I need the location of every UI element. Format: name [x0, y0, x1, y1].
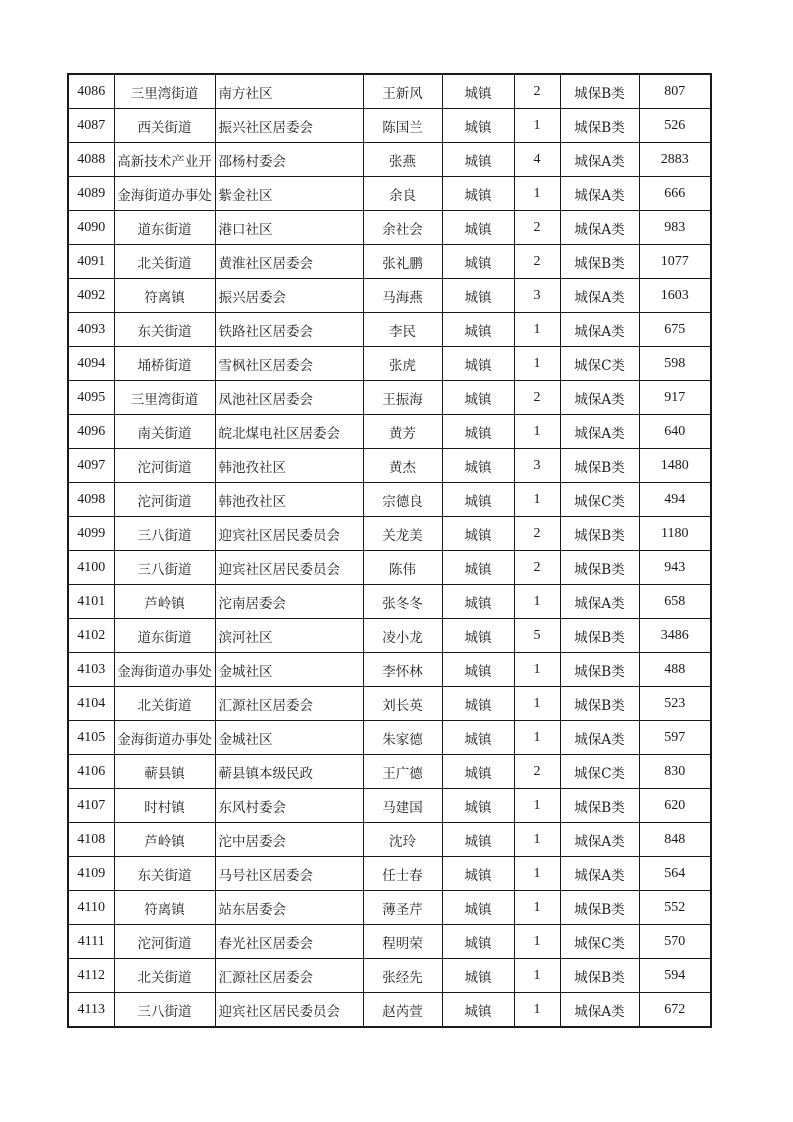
category-cell: 城保C类: [560, 347, 639, 381]
area-type-cell: 城镇: [442, 245, 514, 279]
name-cell: 陈国兰: [363, 109, 442, 143]
subdistrict-cell: 高新技术产业开: [114, 143, 215, 177]
category-cell: 城保B类: [560, 74, 639, 109]
row-number-cell: 4101: [68, 585, 114, 619]
household-size-cell: 1: [514, 823, 560, 857]
row-number-cell: 4105: [68, 721, 114, 755]
amount-cell: 666: [639, 177, 711, 211]
community-cell: 马号社区居委会: [215, 857, 363, 891]
table-row: [68, 143, 711, 177]
amount-cell: 494: [639, 483, 711, 517]
table-row: [68, 415, 711, 449]
name-cell: 程明荣: [363, 925, 442, 959]
subdistrict-cell: 符离镇: [114, 891, 215, 925]
name-cell: 李怀林: [363, 653, 442, 687]
area-type-cell: 城镇: [442, 653, 514, 687]
area-type-cell: 城镇: [442, 959, 514, 993]
amount-cell: 597: [639, 721, 711, 755]
subdistrict-cell: 北关街道: [114, 687, 215, 721]
community-cell: 东风村委会: [215, 789, 363, 823]
category-cell: 城保B类: [560, 517, 639, 551]
row-number-cell: 4110: [68, 891, 114, 925]
subdistrict-cell: 西关街道: [114, 109, 215, 143]
amount-cell: 830: [639, 755, 711, 789]
category-cell: 城保B类: [560, 449, 639, 483]
community-cell: 黄淮社区居委会: [215, 245, 363, 279]
row-number-cell: 4090: [68, 211, 114, 245]
table-row: [68, 245, 711, 279]
table-row: [68, 721, 711, 755]
row-number-cell: 4091: [68, 245, 114, 279]
community-cell: 汇源社区居委会: [215, 959, 363, 993]
amount-cell: 640: [639, 415, 711, 449]
subdistrict-cell: 道东街道: [114, 211, 215, 245]
community-cell: 邵杨村委会: [215, 143, 363, 177]
table-row: [68, 619, 711, 653]
name-cell: 薄圣芹: [363, 891, 442, 925]
area-type-cell: 城镇: [442, 517, 514, 551]
subdistrict-cell: 东关街道: [114, 313, 215, 347]
category-cell: 城保B类: [560, 653, 639, 687]
household-size-cell: 5: [514, 619, 560, 653]
row-number-cell: 4104: [68, 687, 114, 721]
category-cell: 城保B类: [560, 687, 639, 721]
table-row: [68, 347, 711, 381]
community-cell: 站东居委会: [215, 891, 363, 925]
area-type-cell: 城镇: [442, 449, 514, 483]
household-size-cell: 1: [514, 925, 560, 959]
community-cell: 沱中居委会: [215, 823, 363, 857]
row-number-cell: 4106: [68, 755, 114, 789]
area-type-cell: 城镇: [442, 313, 514, 347]
area-type-cell: 城镇: [442, 279, 514, 313]
area-type-cell: 城镇: [442, 381, 514, 415]
row-number-cell: 4107: [68, 789, 114, 823]
row-number-cell: 4112: [68, 959, 114, 993]
subdistrict-cell: 符离镇: [114, 279, 215, 313]
row-number-cell: 4098: [68, 483, 114, 517]
table-row: [68, 959, 711, 993]
subdistrict-cell: 蕲县镇: [114, 755, 215, 789]
amount-cell: 564: [639, 857, 711, 891]
area-type-cell: 城镇: [442, 347, 514, 381]
amount-cell: 983: [639, 211, 711, 245]
household-size-cell: 2: [514, 245, 560, 279]
household-size-cell: 1: [514, 857, 560, 891]
amount-cell: 552: [639, 891, 711, 925]
area-type-cell: 城镇: [442, 211, 514, 245]
name-cell: 张虎: [363, 347, 442, 381]
community-cell: 雪枫社区居委会: [215, 347, 363, 381]
area-type-cell: 城镇: [442, 109, 514, 143]
row-number-cell: 4093: [68, 313, 114, 347]
household-size-cell: 1: [514, 891, 560, 925]
category-cell: 城保B类: [560, 891, 639, 925]
household-size-cell: 1: [514, 721, 560, 755]
community-cell: 迎宾社区居民委员会: [215, 993, 363, 1028]
category-cell: 城保A类: [560, 313, 639, 347]
category-cell: 城保A类: [560, 721, 639, 755]
area-type-cell: 城镇: [442, 585, 514, 619]
name-cell: 沈玲: [363, 823, 442, 857]
area-type-cell: 城镇: [442, 891, 514, 925]
row-number-cell: 4097: [68, 449, 114, 483]
category-cell: 城保A类: [560, 415, 639, 449]
name-cell: 任士春: [363, 857, 442, 891]
household-size-cell: 4: [514, 143, 560, 177]
row-number-cell: 4087: [68, 109, 114, 143]
subdistrict-cell: 三八街道: [114, 517, 215, 551]
category-cell: 城保C类: [560, 755, 639, 789]
table-row: [68, 483, 711, 517]
area-type-cell: 城镇: [442, 74, 514, 109]
row-number-cell: 4096: [68, 415, 114, 449]
name-cell: 张冬冬: [363, 585, 442, 619]
community-cell: 沱南居委会: [215, 585, 363, 619]
row-number-cell: 4111: [68, 925, 114, 959]
table-row: [68, 687, 711, 721]
name-cell: 陈伟: [363, 551, 442, 585]
community-cell: 韩池孜社区: [215, 449, 363, 483]
row-number-cell: 4088: [68, 143, 114, 177]
name-cell: 张经先: [363, 959, 442, 993]
name-cell: 朱家德: [363, 721, 442, 755]
row-number-cell: 4089: [68, 177, 114, 211]
household-size-cell: 1: [514, 653, 560, 687]
community-cell: 南方社区: [215, 74, 363, 109]
table-row: [68, 789, 711, 823]
row-number-cell: 4099: [68, 517, 114, 551]
subdistrict-cell: 沱河街道: [114, 925, 215, 959]
subdistrict-cell: 南关街道: [114, 415, 215, 449]
household-size-cell: 3: [514, 449, 560, 483]
area-type-cell: 城镇: [442, 823, 514, 857]
community-cell: 凤池社区居委会: [215, 381, 363, 415]
area-type-cell: 城镇: [442, 857, 514, 891]
category-cell: 城保A类: [560, 177, 639, 211]
row-number-cell: 4092: [68, 279, 114, 313]
subdistrict-cell: 时村镇: [114, 789, 215, 823]
row-number-cell: 4095: [68, 381, 114, 415]
area-type-cell: 城镇: [442, 619, 514, 653]
name-cell: 余社会: [363, 211, 442, 245]
table-row: [68, 109, 711, 143]
amount-cell: 1603: [639, 279, 711, 313]
table-row: [68, 381, 711, 415]
household-size-cell: 1: [514, 585, 560, 619]
amount-cell: 807: [639, 74, 711, 109]
table-row: [68, 823, 711, 857]
name-cell: 马海燕: [363, 279, 442, 313]
row-number-cell: 4094: [68, 347, 114, 381]
category-cell: 城保C类: [560, 483, 639, 517]
table-row: [68, 551, 711, 585]
subdistrict-cell: 芦岭镇: [114, 823, 215, 857]
amount-cell: 3486: [639, 619, 711, 653]
household-size-cell: 3: [514, 279, 560, 313]
roster-table: [67, 73, 712, 1028]
household-size-cell: 1: [514, 109, 560, 143]
amount-cell: 672: [639, 993, 711, 1028]
amount-cell: 570: [639, 925, 711, 959]
category-cell: 城保A类: [560, 381, 639, 415]
community-cell: 滨河社区: [215, 619, 363, 653]
row-number-cell: 4086: [68, 74, 114, 109]
table-row: [68, 449, 711, 483]
amount-cell: 917: [639, 381, 711, 415]
community-cell: 港口社区: [215, 211, 363, 245]
community-cell: 蕲县镇本级民政: [215, 755, 363, 789]
subdistrict-cell: 金海街道办事处: [114, 721, 215, 755]
amount-cell: 523: [639, 687, 711, 721]
community-cell: 金城社区: [215, 721, 363, 755]
table-row: [68, 585, 711, 619]
amount-cell: 675: [639, 313, 711, 347]
household-size-cell: 2: [514, 517, 560, 551]
household-size-cell: 1: [514, 993, 560, 1028]
table-row: [68, 313, 711, 347]
row-number-cell: 4109: [68, 857, 114, 891]
row-number-cell: 4113: [68, 993, 114, 1028]
table-row: [68, 857, 711, 891]
household-size-cell: 2: [514, 74, 560, 109]
subdistrict-cell: 三里湾街道: [114, 381, 215, 415]
community-cell: 迎宾社区居民委员会: [215, 551, 363, 585]
subdistrict-cell: 东关街道: [114, 857, 215, 891]
table-row: [68, 755, 711, 789]
community-cell: 金城社区: [215, 653, 363, 687]
area-type-cell: 城镇: [442, 755, 514, 789]
row-number-cell: 4108: [68, 823, 114, 857]
name-cell: 王振海: [363, 381, 442, 415]
household-size-cell: 1: [514, 313, 560, 347]
household-size-cell: 1: [514, 415, 560, 449]
community-cell: 皖北煤电社区居委会: [215, 415, 363, 449]
category-cell: 城保A类: [560, 279, 639, 313]
category-cell: 城保A类: [560, 823, 639, 857]
name-cell: 凌小龙: [363, 619, 442, 653]
name-cell: 宗德良: [363, 483, 442, 517]
subdistrict-cell: 三八街道: [114, 993, 215, 1028]
table-row: [68, 177, 711, 211]
subdistrict-cell: 金海街道办事处: [114, 653, 215, 687]
name-cell: 王广德: [363, 755, 442, 789]
table-row: [68, 74, 711, 109]
category-cell: 城保A类: [560, 585, 639, 619]
subdistrict-cell: 金海街道办事处: [114, 177, 215, 211]
household-size-cell: 1: [514, 687, 560, 721]
area-type-cell: 城镇: [442, 925, 514, 959]
subdistrict-cell: 北关街道: [114, 959, 215, 993]
subdistrict-cell: 三里湾街道: [114, 74, 215, 109]
area-type-cell: 城镇: [442, 993, 514, 1028]
category-cell: 城保B类: [560, 619, 639, 653]
community-cell: 汇源社区居委会: [215, 687, 363, 721]
household-size-cell: 2: [514, 211, 560, 245]
table-row: [68, 925, 711, 959]
name-cell: 李民: [363, 313, 442, 347]
category-cell: 城保B类: [560, 959, 639, 993]
subdistrict-cell: 沱河街道: [114, 449, 215, 483]
category-cell: 城保A类: [560, 993, 639, 1028]
name-cell: 赵芮萱: [363, 993, 442, 1028]
amount-cell: 658: [639, 585, 711, 619]
amount-cell: 526: [639, 109, 711, 143]
amount-cell: 943: [639, 551, 711, 585]
area-type-cell: 城镇: [442, 143, 514, 177]
name-cell: 黄芳: [363, 415, 442, 449]
area-type-cell: 城镇: [442, 789, 514, 823]
table-row: [68, 517, 711, 551]
household-size-cell: 1: [514, 347, 560, 381]
category-cell: 城保C类: [560, 925, 639, 959]
name-cell: 王新风: [363, 74, 442, 109]
category-cell: 城保B类: [560, 109, 639, 143]
household-size-cell: 1: [514, 789, 560, 823]
name-cell: 黄杰: [363, 449, 442, 483]
category-cell: 城保A类: [560, 211, 639, 245]
household-size-cell: 2: [514, 755, 560, 789]
subdistrict-cell: 北关街道: [114, 245, 215, 279]
area-type-cell: 城镇: [442, 483, 514, 517]
amount-cell: 848: [639, 823, 711, 857]
household-size-cell: 1: [514, 483, 560, 517]
amount-cell: 488: [639, 653, 711, 687]
table-row: [68, 891, 711, 925]
amount-cell: 1077: [639, 245, 711, 279]
amount-cell: 1180: [639, 517, 711, 551]
amount-cell: 598: [639, 347, 711, 381]
amount-cell: 594: [639, 959, 711, 993]
row-number-cell: 4102: [68, 619, 114, 653]
category-cell: 城保A类: [560, 857, 639, 891]
community-cell: 振兴居委会: [215, 279, 363, 313]
subdistrict-cell: 道东街道: [114, 619, 215, 653]
area-type-cell: 城镇: [442, 177, 514, 211]
community-cell: 振兴社区居委会: [215, 109, 363, 143]
household-size-cell: 2: [514, 551, 560, 585]
area-type-cell: 城镇: [442, 721, 514, 755]
household-size-cell: 2: [514, 381, 560, 415]
table-row: [68, 993, 711, 1028]
amount-cell: 1480: [639, 449, 711, 483]
table-row: [68, 653, 711, 687]
area-type-cell: 城镇: [442, 687, 514, 721]
amount-cell: 620: [639, 789, 711, 823]
household-size-cell: 1: [514, 177, 560, 211]
name-cell: 马建国: [363, 789, 442, 823]
community-cell: 迎宾社区居民委员会: [215, 517, 363, 551]
area-type-cell: 城镇: [442, 415, 514, 449]
community-cell: 春光社区居委会: [215, 925, 363, 959]
category-cell: 城保B类: [560, 551, 639, 585]
name-cell: 张礼鹏: [363, 245, 442, 279]
subdistrict-cell: 沱河街道: [114, 483, 215, 517]
community-cell: 韩池孜社区: [215, 483, 363, 517]
name-cell: 关龙美: [363, 517, 442, 551]
community-cell: 紫金社区: [215, 177, 363, 211]
category-cell: 城保B类: [560, 789, 639, 823]
amount-cell: 2883: [639, 143, 711, 177]
name-cell: 余良: [363, 177, 442, 211]
community-cell: 铁路社区居委会: [215, 313, 363, 347]
category-cell: 城保A类: [560, 143, 639, 177]
table-row: [68, 279, 711, 313]
subdistrict-cell: 三八街道: [114, 551, 215, 585]
row-number-cell: 4100: [68, 551, 114, 585]
subdistrict-cell: 埇桥街道: [114, 347, 215, 381]
subdistrict-cell: 芦岭镇: [114, 585, 215, 619]
area-type-cell: 城镇: [442, 551, 514, 585]
category-cell: 城保B类: [560, 245, 639, 279]
household-size-cell: 1: [514, 959, 560, 993]
table-row: [68, 211, 711, 245]
name-cell: 张燕: [363, 143, 442, 177]
row-number-cell: 4103: [68, 653, 114, 687]
name-cell: 刘长英: [363, 687, 442, 721]
